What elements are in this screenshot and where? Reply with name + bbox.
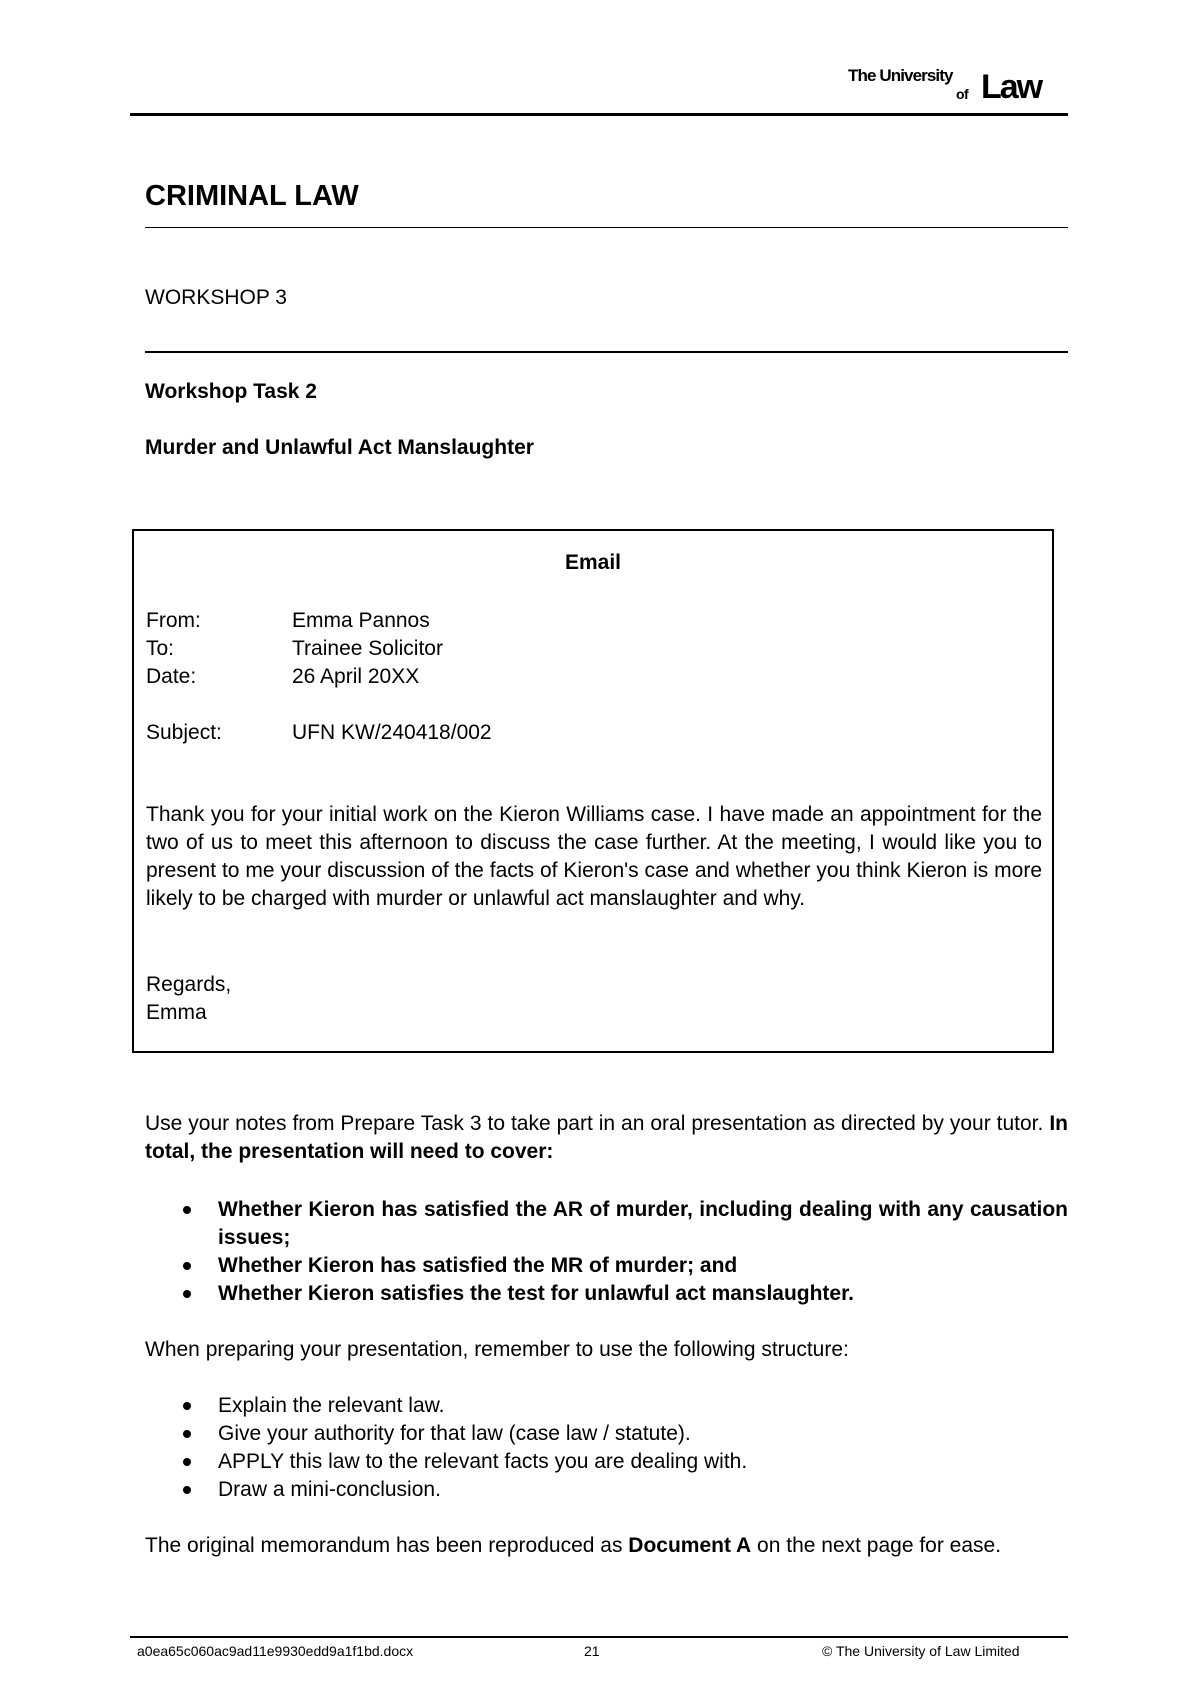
email-box [132, 529, 1054, 1053]
closing-paragraph [145, 1532, 1068, 1560]
structure-intro: When preparing your presentation, remember to use the following structure: [145, 1338, 849, 1361]
logo-text-line2: of [956, 86, 969, 102]
footer-divider [130, 1636, 1068, 1638]
email-field-label: From: [146, 609, 201, 632]
workshop-divider [145, 351, 1068, 353]
footer-page-number: 21 [584, 1643, 600, 1659]
list-item: Whether Kieron has satisfied the AR of murder, including dealing with any causation issues; [145, 1196, 1068, 1252]
header-divider [130, 113, 1068, 116]
task-subtitle: Murder and Unlawful Act Manslaughter [145, 436, 534, 459]
structure-list [145, 1392, 1068, 1504]
logo-text-line1: The University [848, 66, 953, 85]
email-heading: Email [564, 551, 622, 574]
list-item: Draw a mini-conclusion. [145, 1476, 1068, 1504]
email-field-value: Emma Pannos [292, 609, 430, 632]
email-field-label: Subject: [146, 721, 222, 744]
intro-bold-text: In total, the presentation will need to cover: [145, 1112, 1068, 1163]
list-item: Whether Kieron has satisfied the MR of murder; and [145, 1252, 1068, 1280]
document-reference: Document A [628, 1534, 752, 1557]
logo-text-line3: Law [981, 68, 1042, 106]
email-regards: Regards, [146, 973, 232, 996]
title-divider [145, 227, 1068, 228]
list-item: APPLY this law to the relevant facts you are dealing with. [145, 1448, 1068, 1476]
email-signoff [146, 971, 231, 1027]
closing-text-start: The original memorandum has been reproduced as [145, 1534, 623, 1557]
page-title: CRIMINAL LAW [145, 180, 359, 212]
email-field-value: 26 April 20XX [292, 665, 420, 688]
email-body: Thank you for your initial work on the Kieron Williams case. I have made an appointment for the two of us to meet this afternoon to discuss the case further. At the meeting, I would like you to present to me your discussion of the facts of Kieron's case and whether you think Kieron is more likely to be charged with murder or unlawful act manslaughter and why. [146, 803, 1042, 910]
footer-copyright: © The University of Law Limited [822, 1643, 1020, 1659]
workshop-label: WORKSHOP 3 [145, 286, 287, 309]
email-field-value: UFN KW/240418/002 [292, 721, 492, 744]
list-item: Whether Kieron satisfies the test for unlawful act manslaughter. [145, 1280, 1068, 1308]
closing-text-end: on the next page for ease. [757, 1534, 1002, 1557]
email-field-value: Trainee Solicitor [292, 637, 443, 660]
intro-text: Use your notes from Prepare Task 3 to take part in an oral presentation as directed by your tutor. [145, 1112, 1044, 1135]
instructions-intro [145, 1110, 1068, 1166]
email-signature: Emma [146, 1001, 207, 1024]
university-logo [848, 66, 1056, 108]
list-item: Explain the relevant law. [145, 1392, 1068, 1420]
email-field-label: Date: [146, 665, 197, 688]
footer-filename: a0ea65c060ac9ad11e9930edd9a1f1bd.docx [137, 1643, 414, 1659]
list-item: Give your authority for that law (case law / statute). [145, 1420, 1068, 1448]
cover-list [145, 1196, 1068, 1308]
task-heading: Workshop Task 2 [145, 380, 317, 403]
email-field-label: To: [146, 637, 175, 660]
